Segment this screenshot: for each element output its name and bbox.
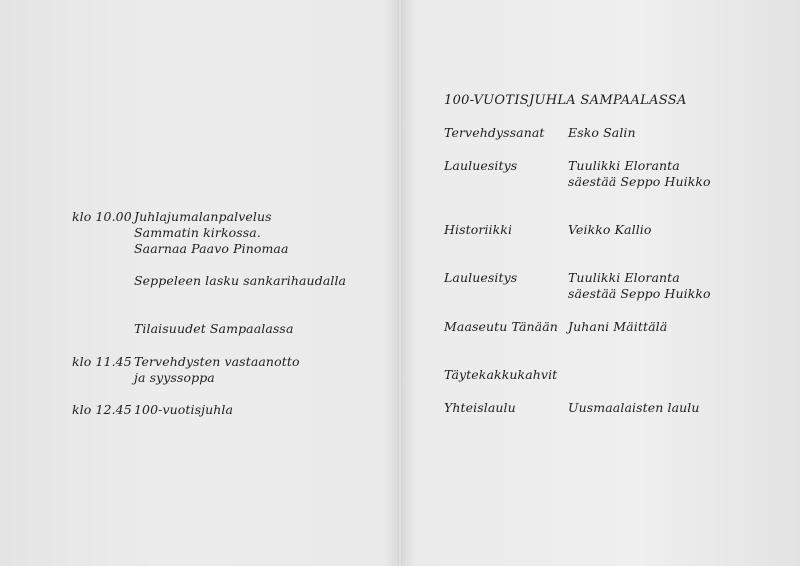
row-label: Maaseutu Tänään: [444, 319, 558, 334]
row-value-secondary: säestää Seppo Huikko: [568, 174, 711, 189]
row-value: Esko Salin: [568, 125, 636, 140]
church-service: Juhlajumalanpalvelus: [134, 209, 272, 224]
time-10-00: klo 10.00: [72, 209, 132, 224]
row-value-secondary: säestää Seppo Huikko: [568, 286, 711, 301]
time-11-45: klo 11.45: [72, 354, 132, 369]
row-value: Tuulikki Eloranta: [568, 158, 680, 173]
wreath-laying: Seppeleen lasku sankarihaudalla: [134, 273, 347, 288]
row-label: Historiikki: [444, 222, 513, 237]
greetings-reception: Tervehdysten vastaanotto: [134, 354, 300, 369]
time-12-45: klo 12.45: [72, 402, 132, 417]
page-fold: [398, 0, 402, 566]
page-title: 100-VUOTISJUHLA SAMPAALASSA: [444, 93, 687, 108]
row-value: Veikko Kallio: [568, 222, 652, 237]
row-value: Tuulikki Eloranta: [568, 270, 680, 285]
row-label: Lauluesitys: [444, 158, 518, 173]
row-label: Yhteislaulu: [444, 400, 516, 415]
row-label: Täytekakkukahvit: [444, 367, 558, 382]
row-value: Uusmaalaisten laulu: [568, 400, 700, 415]
row-value: Juhani Mäittälä: [568, 319, 668, 334]
centenary-celebration: 100-vuotisjuhla: [134, 402, 234, 417]
church-location: Sammatin kirkossa.: [134, 225, 261, 240]
row-label: Tervehdyssanat: [444, 125, 545, 140]
sermon-by: Saarnaa Paavo Pinomaa: [134, 241, 289, 256]
autumn-soup: ja syyssoppa: [134, 370, 215, 385]
row-label: Lauluesitys: [444, 270, 518, 285]
events-sampaala: Tilaisuudet Sampaalassa: [134, 321, 294, 336]
